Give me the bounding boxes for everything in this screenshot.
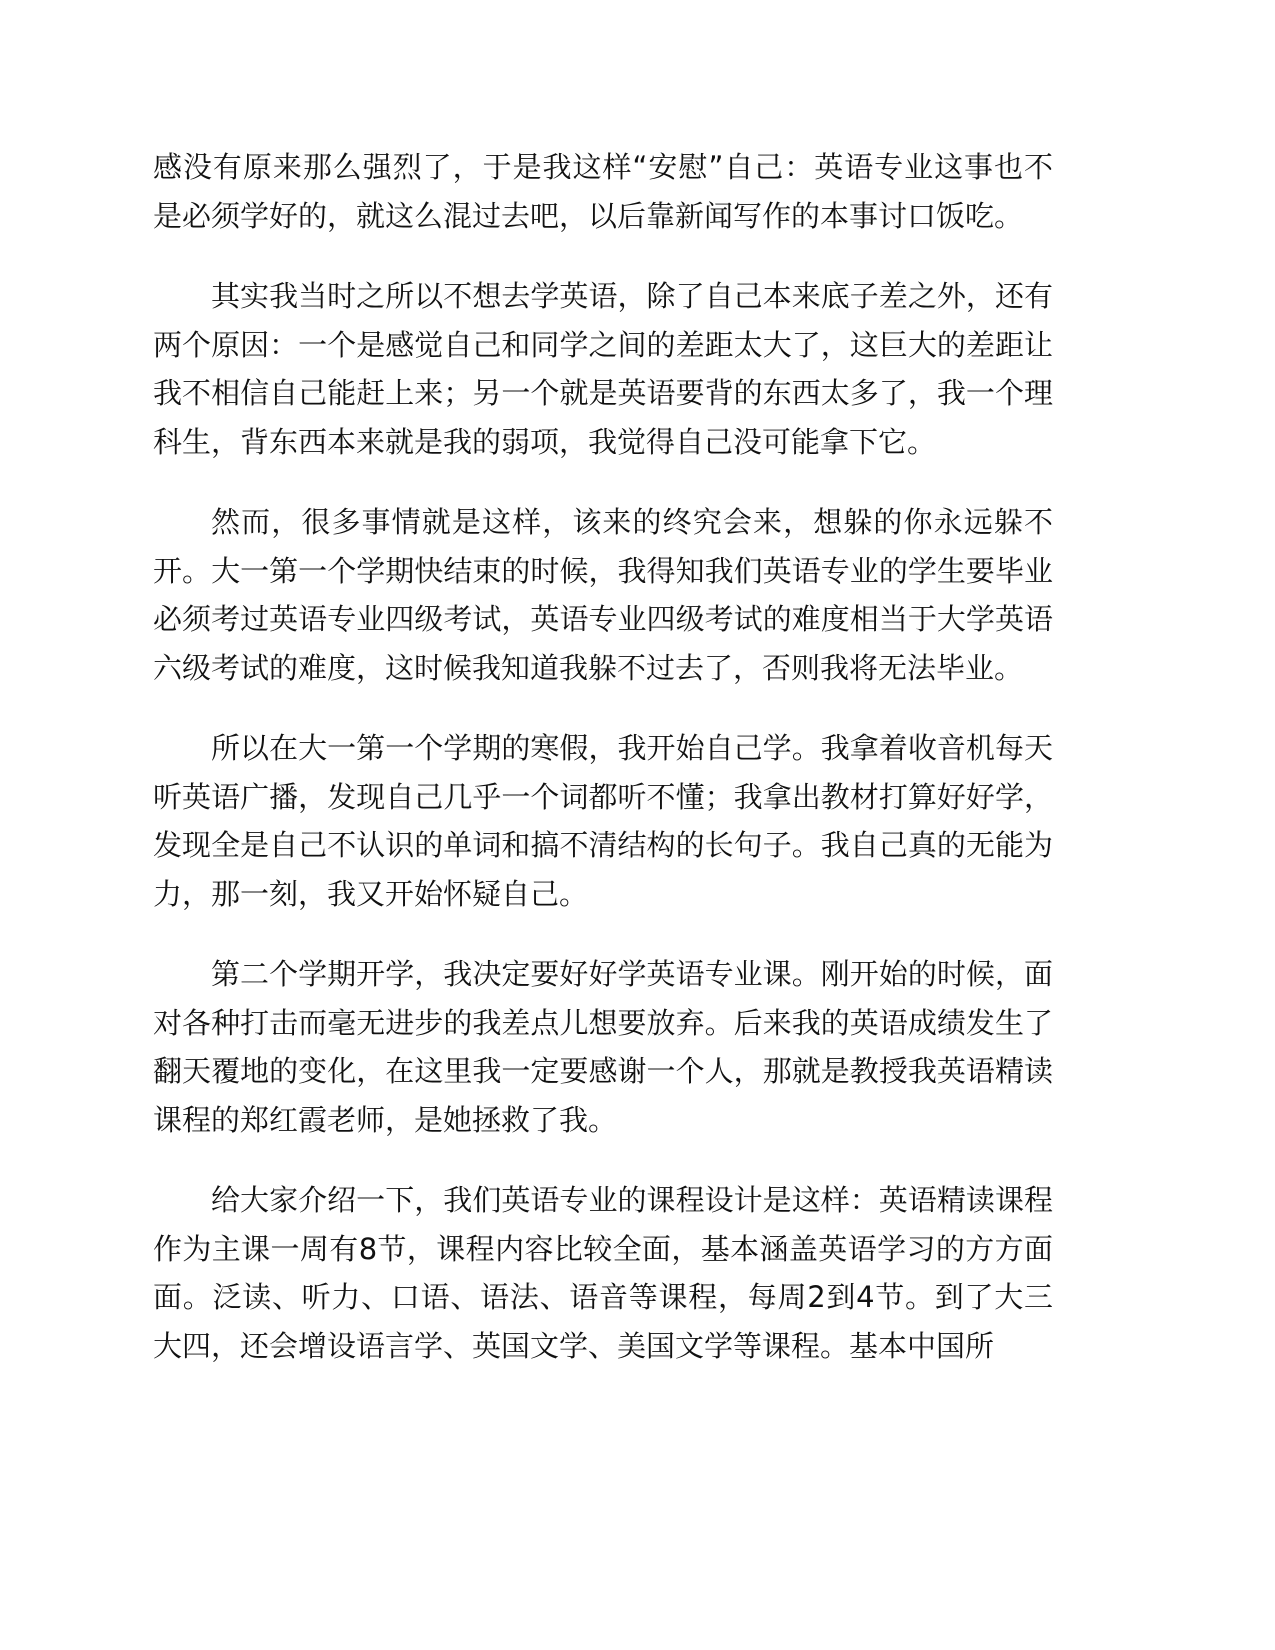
paragraph-6: 给大家介绍一下，我们英语专业的课程设计是这样：英语精读课程作为主课一周有8节，课程内容比较全面，基本涵盖英语学习的方方面面。泛读、听力、口语、语法、语音等课程，每周2到4节。到了大三大四，还会增设语言学、英国文学、美国文学等课程。基本中国所 bbox=[153, 1183, 1053, 1363]
paragraph-4: 所以在大一第一个学期的寒假，我开始自己学。我拿着收音机每天听英语广播，发现自己几乎一个词都听不懂；我拿出教材打算好好学，发现全是自己不认识的单词和搞不清结构的长句子。我自己真的无能为力，那一刻，我又开始怀疑自己。 bbox=[153, 731, 1053, 911]
paragraph-2: 其实我当时之所以不想去学英语，除了自己本来底子差之外，还有两个原因：一个是感觉自己和同学之间的差距太大了，这巨大的差距让我不相信自己能赶上来；另一个就是英语要背的东西太多了，我一个理科生，背东西本来就是我的弱项，我觉得自己没可能拿下它。 bbox=[153, 279, 1053, 459]
paragraph-5: 第二个学期开学，我决定要好好学英语专业课。刚开始的时候，面对各种打击而毫无进步的我差点儿想要放弃。后来我的英语成绩发生了翻天覆地的变化，在这里我一定要感谢一个人，那就是教授我英语精读课程的郑红霞老师，是她拯救了我。 bbox=[153, 957, 1053, 1137]
paragraph-3: 然而，很多事情就是这样，该来的终究会来，想躲的你永远躲不开。大一第一个学期快结束的时候，我得知我们英语专业的学生要毕业必须考过英语专业四级考试，英语专业四级考试的难度相当于大学英语六级考试的难度，这时候我知道我躲不过去了，否则我将无法毕业。 bbox=[153, 505, 1053, 685]
document-page bbox=[153, 143, 1053, 1402]
paragraph-1: 感没有原来那么强烈了，于是我这样“安慰”自己：英语专业这事也不是必须学好的，就这么混过去吧，以后靠新闻写作的本事讨口饭吃。 bbox=[153, 150, 1053, 233]
